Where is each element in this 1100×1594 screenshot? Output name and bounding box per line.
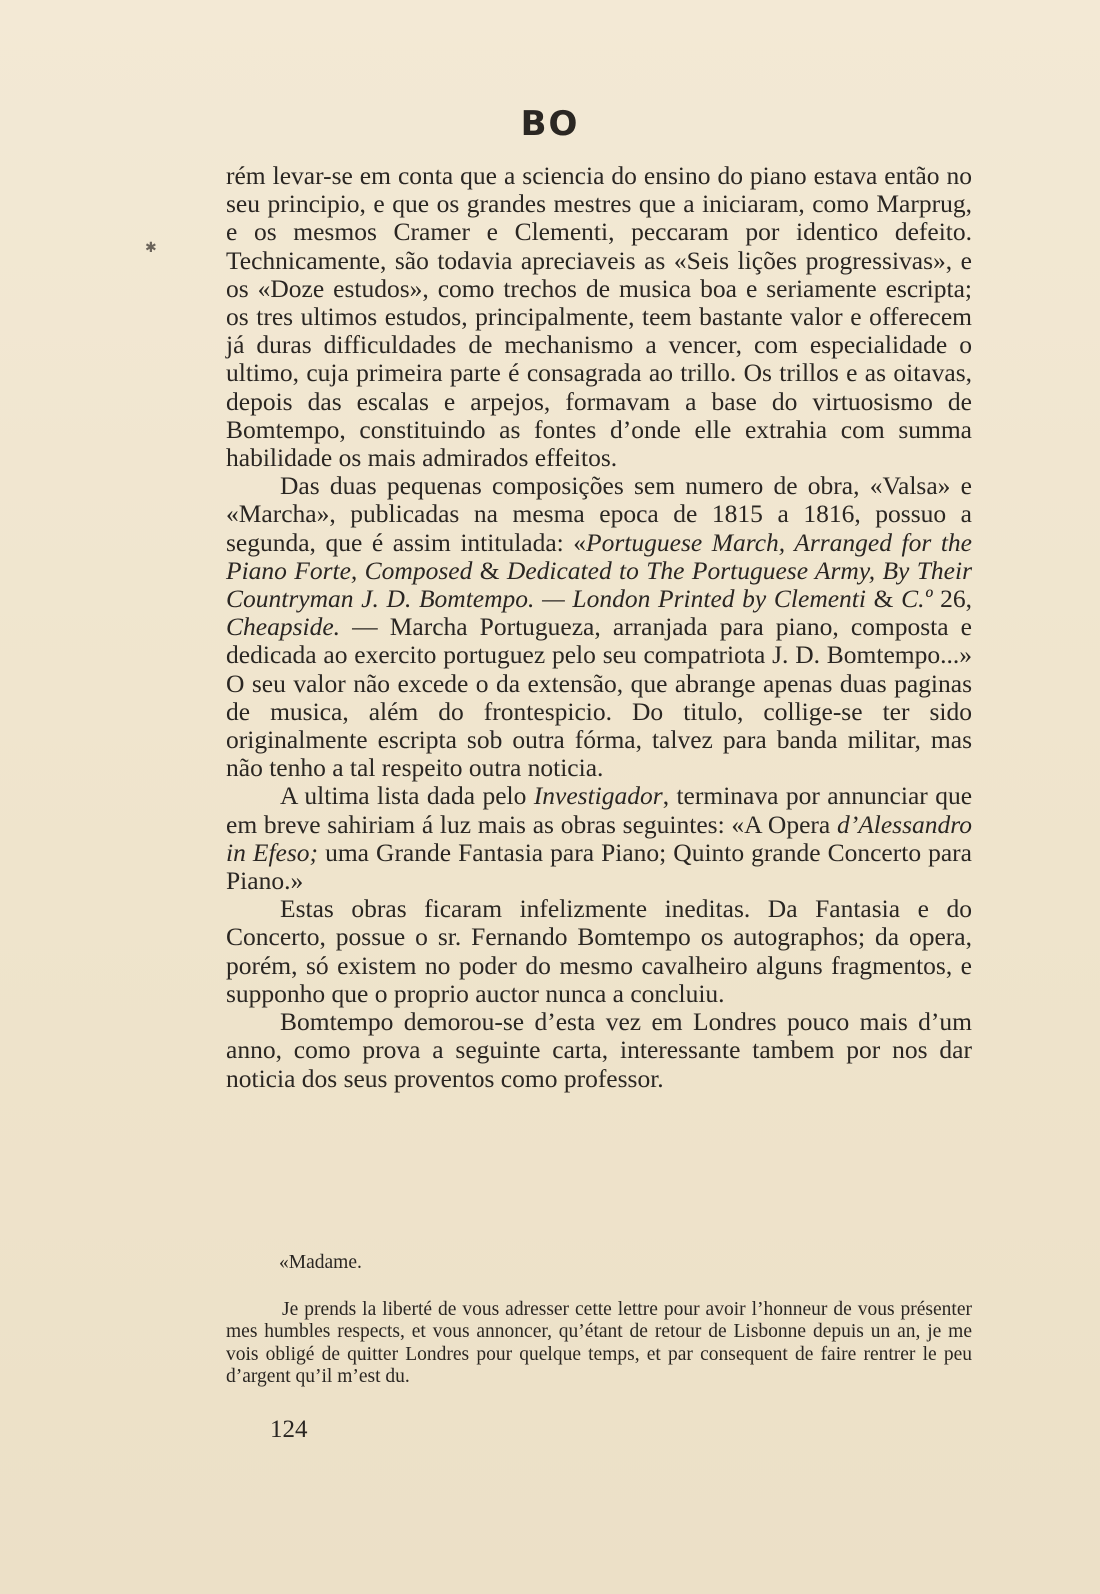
main-text <box>226 162 972 1093</box>
text-run: Bomtempo demorou-se d’esta vez em Londres pouco mais d’um anno, como prova a seguinte carta, interessante tambem por nos dar noticia dos seus proventos como professor. <box>226 1007 972 1093</box>
text-run: rém levar-se em conta que a sciencia do ensino do piano estava então no seu principio, e que os grandes mestres que a iniciaram, como Marprug, e os mesmos Cramer e Clementi, peccaram por identico defeito. Technicamente, são todavia apreciaveis as «Seis lições progressivas», e os «Doze estudos», como trechos de musica boa e seriamente escripta; os tres ultimos estudos, principalmente, teem bastante valor e offerecem já duras difficuldades de mechanismo a vencer, com especialidade o ultimo, cuja primeira parte é consagrada ao trillo. Os trillos e as oitavas, depois das escalas e arpejos, formavam a base do virtuosismo de Bomtempo, constituindo as fontes d’onde elle extrahia com summa habilidade os mais admirados effeitos. <box>226 161 972 473</box>
paragraph-5 <box>226 1008 972 1093</box>
running-head: BO <box>520 104 580 144</box>
paragraph-1 <box>226 162 972 472</box>
text-run: , terminava por annunciar que em breve sahiriam á luz mais as obras seguintes: «A Opera <box>226 781 973 839</box>
italic-text: Cheapside. <box>226 612 341 642</box>
text-run: uma Grande Fantasia para Piano; Quinto grande Concerto para Piano.» <box>226 837 972 896</box>
italic-text: Dedicated to The Portuguese Army, By Their Countryman J. D. Bomtempo. — London Printed by Clementi <box>226 555 972 614</box>
quoted-letter <box>226 1252 972 1389</box>
paragraph-2 <box>226 472 972 782</box>
paragraph-3 <box>226 782 972 895</box>
italic-text: d’Alessandro in Efeso; <box>226 809 972 867</box>
text-run: — Marcha Portugueza, arranjada para piano, composta e dedicada ao exercito portuguez pelo seu compatriota J. D. Bomtempo...» O seu valor não excede o da extensão, que abrange apenas duas paginas de musica, além do frontespicio. Do titulo, collige-se ter sido originalmente escripta sob outra fórma, talvez para banda militar, mas não tenho a tal respeito outra noticia. <box>226 612 972 783</box>
italic-text: C.º <box>901 584 933 614</box>
text-run: & <box>865 584 902 614</box>
text-run: 26, <box>932 584 972 614</box>
paragraph-4 <box>226 895 972 1008</box>
letter-body: Je prends la liberté de vous adresser cette lettre pour avoir l’honneur de vous présenter mes humbles respects, et vous annoncer, qu’étant de retour de Lisbonne depuis un an, je me vois obligé de quitter Londres pour quelque temps, et par consequent de faire rentrer le peu d’argent qu’il m’est du. <box>226 1298 972 1387</box>
italic-text: Portuguese March, Arranged for the Piano Forte, Composed <box>226 527 972 585</box>
italic-text: Investigador <box>533 781 663 811</box>
margin-mark: ✱ <box>145 241 157 256</box>
page-number: 124 <box>270 1416 308 1443</box>
text-run: & <box>472 555 507 585</box>
text-run: A ultima lista dada pelo <box>280 781 534 811</box>
text-run: Das duas pequenas composições sem numero de obra, «Valsa» e «Marcha», publicadas na mesma epoca de 1815 a 1816, possuo a segunda, que é assim intitulada: « <box>226 471 972 557</box>
text-run: Estas obras ficaram infelizmente ineditas. Da Fantasia e do Concerto, possue o sr. Fernando Bomtempo os autographos; da opera, porém, só existem no poder do mesmo cavalheiro alguns fragmentos, e supponho que o proprio auctor nunca a concluiu. <box>226 894 972 1008</box>
letter-salutation: «Madame. <box>279 1252 362 1273</box>
